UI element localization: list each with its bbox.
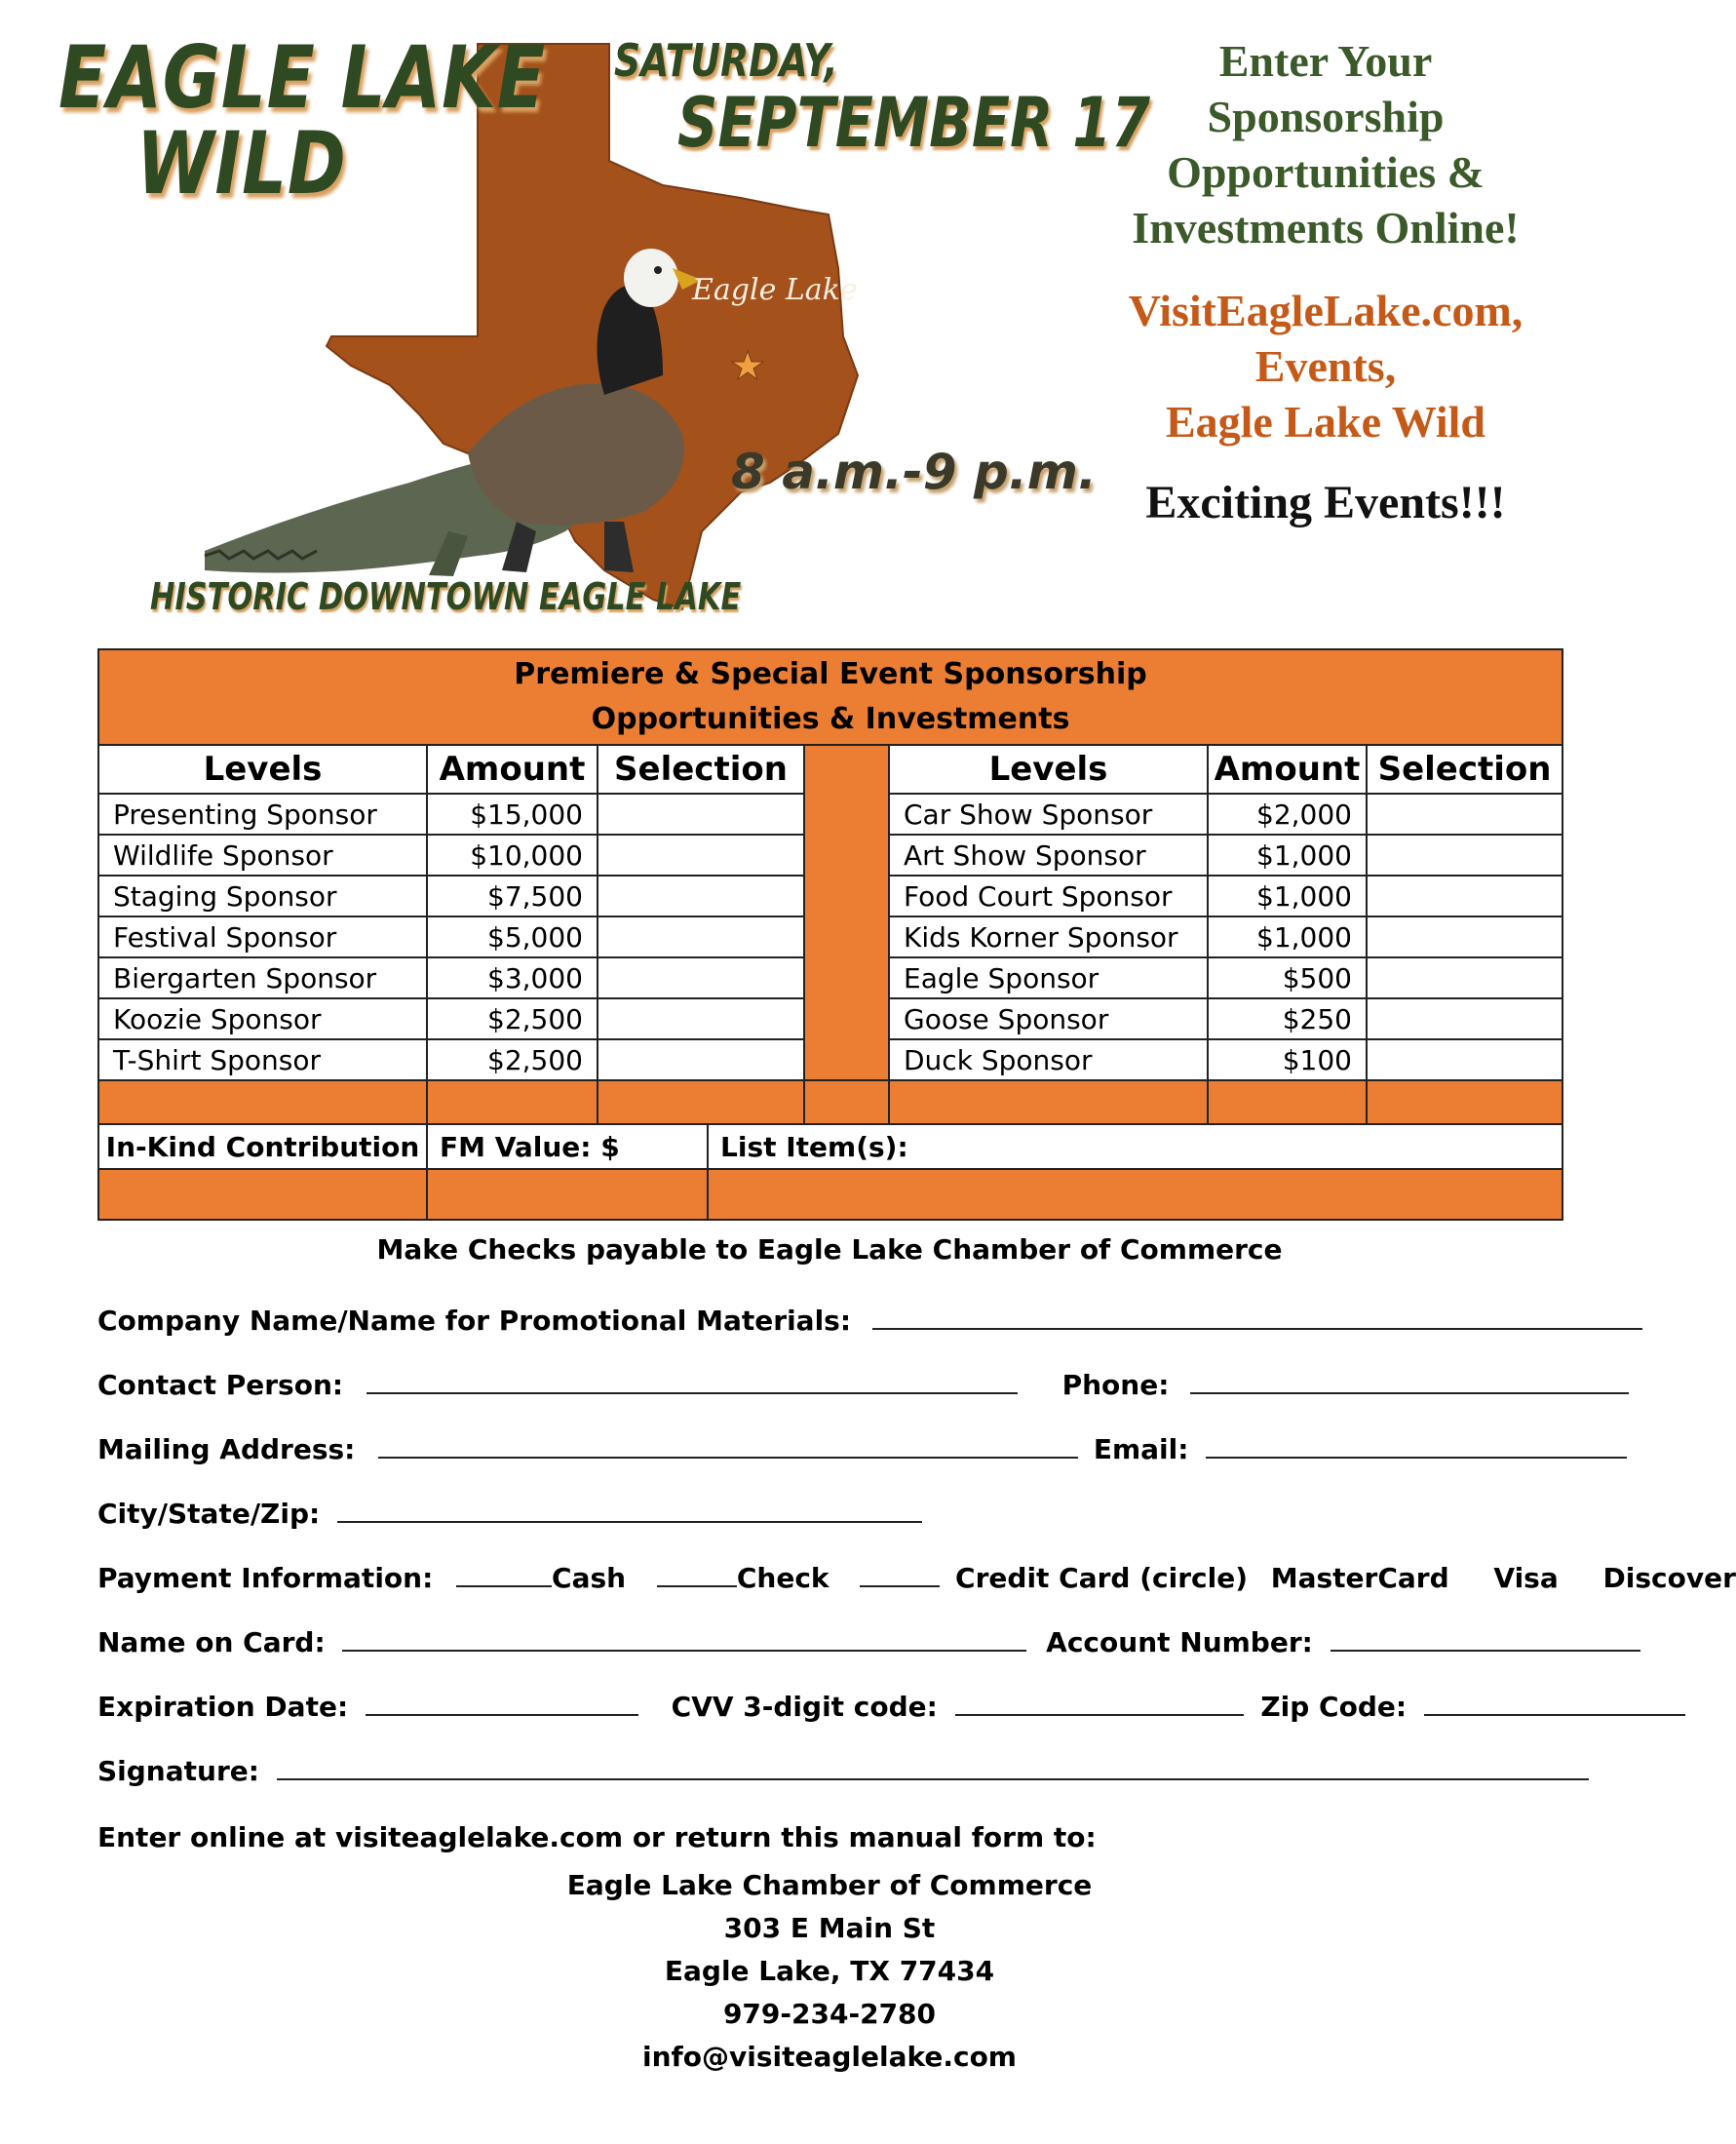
- level-biergarten: Biergarten Sponsor: [98, 957, 427, 998]
- city-label: City/State/Zip:: [97, 1498, 321, 1530]
- selection-tshirt[interactable]: [598, 1039, 804, 1080]
- col-header-selection-right: Selection: [1367, 745, 1562, 794]
- promo-line4: Investments Online!: [1132, 203, 1520, 253]
- amount-art-show: $1,000: [1208, 835, 1367, 876]
- level-wildlife: Wildlife Sponsor: [98, 835, 427, 876]
- signature-input[interactable]: [277, 1749, 1589, 1780]
- city-input[interactable]: [337, 1492, 922, 1523]
- credit-card-input[interactable]: [860, 1556, 940, 1587]
- amount-tshirt: $2,500: [427, 1039, 598, 1080]
- amount-food-court: $1,000: [1208, 876, 1367, 916]
- selection-festival[interactable]: [598, 916, 804, 957]
- cash-input[interactable]: [456, 1556, 552, 1587]
- amount-staging: $7,500: [427, 876, 598, 916]
- level-goose: Goose Sponsor: [889, 998, 1208, 1039]
- selection-duck[interactable]: [1367, 1039, 1562, 1080]
- level-art-show: Art Show Sponsor: [889, 835, 1208, 876]
- name-on-card-label: Name on Card:: [97, 1626, 326, 1658]
- event-time: 8 a.m.-9 p.m.: [731, 444, 1097, 500]
- col-header-selection: Selection: [598, 745, 804, 794]
- sponsorship-table: [97, 648, 1563, 1128]
- org-phone: 979-234-2780: [722, 1998, 937, 2030]
- amount-presenting: $15,000: [427, 794, 598, 835]
- promo-line3: Opportunities &: [1167, 147, 1485, 197]
- city-row: [97, 1492, 922, 1530]
- amount-koozie: $2,500: [427, 998, 598, 1039]
- col-header-amount: Amount: [427, 745, 598, 794]
- city-address: Eagle Lake, TX 77434: [664, 1955, 995, 1987]
- list-items-field[interactable]: List Item(s):: [708, 1124, 1562, 1169]
- table-title-line1: Premiere & Special Event Sponsorship: [514, 657, 1147, 691]
- amount-festival: $5,000: [427, 916, 598, 957]
- mailing-address-block: [97, 1864, 1562, 2079]
- card-row: [97, 1620, 1640, 1658]
- online-promo: [1062, 33, 1589, 530]
- email-label: Email:: [1093, 1433, 1189, 1465]
- selection-kids-korner[interactable]: [1367, 916, 1562, 957]
- account-number-label: Account Number:: [1046, 1626, 1313, 1658]
- table-divider: [804, 745, 889, 1080]
- col-header-levels-right: Levels: [889, 745, 1208, 794]
- contact-label: Contact Person:: [97, 1369, 344, 1401]
- level-presenting: Presenting Sponsor: [98, 794, 427, 835]
- enter-online-note: Enter online at visiteaglelake.com or return this manual form to:: [97, 1821, 1097, 1853]
- col-header-amount-right: Amount: [1208, 745, 1367, 794]
- selection-goose[interactable]: [1367, 998, 1562, 1039]
- level-car-show: Car Show Sponsor: [889, 794, 1208, 835]
- visa-option[interactable]: Visa: [1493, 1562, 1559, 1594]
- amount-duck: $100: [1208, 1039, 1367, 1080]
- level-festival: Festival Sponsor: [98, 916, 427, 957]
- selection-presenting[interactable]: [598, 794, 804, 835]
- cvv-input[interactable]: [955, 1685, 1244, 1716]
- promo-tagline: Exciting Events!!!: [1145, 477, 1506, 528]
- amount-wildlife: $10,000: [427, 835, 598, 876]
- amount-car-show: $2,000: [1208, 794, 1367, 835]
- company-row: [97, 1299, 1642, 1337]
- selection-eagle[interactable]: [1367, 957, 1562, 998]
- cash-label: Cash: [552, 1562, 627, 1594]
- mailing-label: Mailing Address:: [97, 1433, 356, 1465]
- selection-wildlife[interactable]: [598, 835, 804, 876]
- credit-card-label: Credit Card (circle): [955, 1562, 1248, 1594]
- level-staging: Staging Sponsor: [98, 876, 427, 916]
- selection-food-court[interactable]: [1367, 876, 1562, 916]
- checks-payable-note: Make Checks payable to Eagle Lake Chamber of Commerce: [376, 1233, 1283, 1266]
- col-header-levels: Levels: [98, 745, 427, 794]
- amount-eagle: $500: [1208, 957, 1367, 998]
- company-input[interactable]: [872, 1299, 1642, 1330]
- selection-biergarten[interactable]: [598, 957, 804, 998]
- promo-line1: Enter Your: [1218, 36, 1433, 86]
- phone-label: Phone:: [1061, 1369, 1170, 1401]
- contact-input[interactable]: [366, 1363, 1018, 1394]
- promo-site-line3: Eagle Lake Wild: [1165, 397, 1486, 447]
- name-on-card-input[interactable]: [342, 1620, 1026, 1652]
- selection-art-show[interactable]: [1367, 835, 1562, 876]
- selection-koozie[interactable]: [598, 998, 804, 1039]
- event-day: SATURDAY,: [614, 34, 838, 87]
- level-duck: Duck Sponsor: [889, 1039, 1208, 1080]
- table-spacer-row: [98, 1080, 1562, 1127]
- selection-car-show[interactable]: [1367, 794, 1562, 835]
- amount-biergarten: $3,000: [427, 957, 598, 998]
- company-label: Company Name/Name for Promotional Materials:: [97, 1305, 852, 1337]
- zip-code-label: Zip Code:: [1260, 1691, 1408, 1723]
- expiration-input[interactable]: [366, 1685, 638, 1716]
- event-title-line2: WILD: [136, 113, 347, 214]
- level-kids-korner: Kids Korner Sponsor: [889, 916, 1208, 957]
- promo-site-line1: VisitEagleLake.com,: [1128, 286, 1524, 335]
- contact-row: [97, 1363, 1629, 1401]
- expiration-label: Expiration Date:: [97, 1691, 349, 1723]
- check-input[interactable]: [657, 1556, 737, 1587]
- event-location: HISTORIC DOWNTOWN EAGLE LAKE: [150, 575, 742, 618]
- level-eagle: Eagle Sponsor: [889, 957, 1208, 998]
- event-logo: [58, 24, 1151, 648]
- expiration-row: [97, 1685, 1685, 1723]
- signature-label: Signature:: [97, 1755, 259, 1787]
- table-title-line2: Opportunities & Investments: [591, 702, 1070, 736]
- cvv-label: CVV 3-digit code:: [671, 1691, 938, 1723]
- promo-line2: Sponsorship: [1207, 92, 1445, 141]
- event-title-line1: EAGLE LAKE: [58, 27, 547, 128]
- phone-input[interactable]: [1190, 1363, 1629, 1394]
- level-koozie: Koozie Sponsor: [98, 998, 427, 1039]
- check-label: Check: [736, 1562, 829, 1594]
- payment-label: Payment Information:: [97, 1562, 434, 1594]
- mailing-input[interactable]: [378, 1427, 1078, 1459]
- account-number-input[interactable]: [1331, 1620, 1640, 1652]
- level-tshirt: T-Shirt Sponsor: [98, 1039, 427, 1080]
- zip-code-input[interactable]: [1424, 1685, 1685, 1716]
- discover-option[interactable]: Discover: [1602, 1562, 1736, 1594]
- email-input[interactable]: [1206, 1427, 1627, 1459]
- street-address: 303 E Main St: [723, 1912, 936, 1944]
- map-label: Eagle Lake: [692, 273, 858, 307]
- inkind-label: In-Kind Contribution: [98, 1124, 427, 1169]
- level-food-court: Food Court Sponsor: [889, 876, 1208, 916]
- table-title: [98, 649, 1562, 745]
- signature-row: [97, 1749, 1589, 1787]
- fm-value-field[interactable]: FM Value: $: [427, 1124, 708, 1169]
- selection-staging[interactable]: [598, 876, 804, 916]
- payment-row: [97, 1556, 1736, 1594]
- mailing-row: [97, 1427, 1627, 1465]
- inkind-table: [97, 1123, 1563, 1221]
- amount-goose: $250: [1208, 998, 1367, 1039]
- org-name: Eagle Lake Chamber of Commerce: [566, 1869, 1093, 1901]
- event-date: SEPTEMBER 17: [677, 83, 1151, 163]
- org-email[interactable]: info@visiteaglelake.com: [642, 2041, 1017, 2073]
- mastercard-option[interactable]: MasterCard: [1270, 1562, 1449, 1594]
- promo-site-line2: Events,: [1254, 341, 1397, 391]
- amount-kids-korner: $1,000: [1208, 916, 1367, 957]
